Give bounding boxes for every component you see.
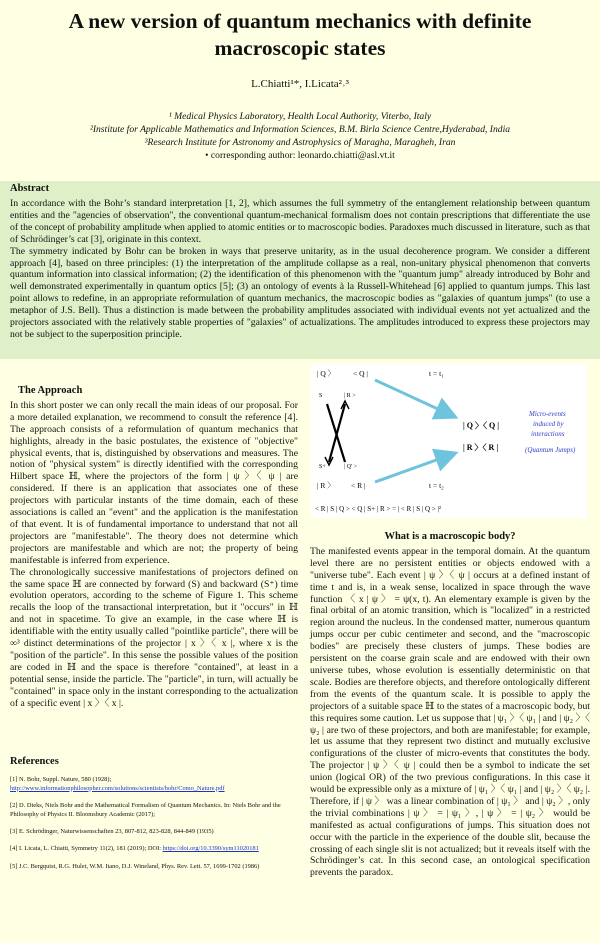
macroscopic-body-paragraph: The manifested events appear in the temporal domain. At the quantum level there are no persistent entities or objects endowed with a "universe tube". Each event | ψ 〉〈 ψ | occurs at a defined instant of time t and is, in a weak sense, localized in space through the wave function 〈 x | ψ 〉 = ψ(x, t). An elementary example is given by the final orbital of an atomic transition, which is "localized" in a restricted region around the nucleus. In the condensed matter, numerous quantum jumps occur per cubic centimeter and second, and the "macroscopic bodies" are precisely these clusters of jumps. These bodies are persistent on the coarse grain scale and are endowed with their own universe tubes, whose evolution is essentially deterministic on that scale. Bodies are therefore objects, and therefore ontologically different from the events of the quantum scale. It is possible to apply the projectors of a suitable space ℍ to the states of a macroscopic body, but this requires some caution. Let us suppose that | ψ₁ 〉〈 ψ₁ | and | ψ₂ 〉〈 ψ₂ | are two of these projectors, and both are manifestable; for example, let us assume that they represent two distinct and mutually exclusive configurations of the cluster of micro-events that constitutes the body. The projector | ψ 〉〈 ψ | could then be a symbol to indicate the set union (logical OR) of the two previous configurations. In this case it would be expressible only as a mixture of | ψ₁ 〉〈 ψ₁ | and | ψ₂ 〉〈 ψ₂ |. Therefore, if | ψ 〉 was a linear combination of | ψ₁ 〉 and | ψ₂ 〉, only the trivial combinations | ψ 〉 = | ψ₁ 〉, | ψ 〉 = | ψ₂ 〉 would be manifested as actual configurations of jumps. This situation does not occur with the particle in the experience of the double slit, because the crossing of each single slit is not actualized; but it reveals itself with the Schrödinger’s cat. In this second case, an ontological specification prevents the paradox.: [310, 545, 590, 879]
reference-1-link[interactable]: http://www.informationphilosopher.com/solutions/scientists/bohr/Como_Nature.pdf: [10, 784, 225, 792]
reference-2-text: [2] D. Dieks, Niels Bohr and the Mathematical Formalism of Quantum Mechanics. In: Niels Bohr and the Philosophy of Physics II. Bloomsbury Academic (2017);: [10, 802, 281, 818]
approach-paragraph-2: The chronologically successive manifestations of projectors defined on the same space ℍ are connected by forward (S) and backward (S⁺) time evolution operators, according to the scheme of Figure 1. This scheme recalls the loop of the transactional interpretation, but it "occurs" in ℍ and not in spacetime. To give an example, in the case where ℍ is identifiable with the entity usually called "pointlike particle", there will be ∞³ distinct determinations of the projector | x 〉〈 x |, where x is the "position of the particle". In this sense the possible values of the position are coded in ℍ and the space is therefore "contained", at least in a potential sense, inside the particle. The "particle", in turn, will actually be "contained" in space only in the instant corresponding to the actualization of a specific event | x 〉〈 x |.: [10, 566, 298, 709]
fig-note-line-3: interactions: [531, 430, 565, 438]
fig-ket-r-mid: | R >: [344, 393, 356, 399]
reference-2: [10, 802, 298, 819]
reference-1-text: [1] N. Bohr, Suppl. Nature, 580 (1928);: [10, 776, 112, 784]
reference-4-link[interactable]: https://doi.org/10.3390/sym11020181: [162, 845, 259, 853]
approach-paragraph-1: In this short poster we can only recall the main ideas of our proposal. For a more detailed explanation, we recommend to consult the reference [4]. The approach consists of a reformulation of quantum mechanics that highlights, already in the basic postulates, the existence of "objective" physical events, that is, distinguished by observations and measures. The notion of "physical system" is directly identified with the corresponding Hilbert space ℍ, where the projectors of the form | ψ 〉〈 ψ | are considered. If there is an application that associates one of these projectors with particular instants of the time domain, each of these associations is called an "event" and the application is the manifestation of that event. It is of fundamental importance to understand that not all projectors are "manifestable". The theory does not determine which projectors are manifestable and which are not; the property of being manifestable is inferred from experience.: [10, 399, 298, 566]
figure-1-diagram: [311, 364, 587, 518]
fig-ket-q-low: | Q' >: [344, 464, 357, 470]
fig-bra-r-bottom: < R |: [351, 481, 366, 490]
references-heading: References: [10, 756, 59, 767]
affiliations: [0, 110, 600, 162]
fig-formula: < R | S | Q > < Q | S+ | R > = | < R | S | Q > |²: [315, 505, 441, 513]
reference-3: [10, 828, 298, 836]
abstract-paragraph-1: In accordance with the Bohr’s standard interpretation [1, 2], which assumes the full symmetry of the entanglement relationship between quantum entities and the "agencies of observation", the conventional quantum-mechanical formalism does not contain prescriptions that differentiate the use of the concept of probability amplitude when applied to atomic entities or to macroscopic bodies. Paradoxes much discussed in literature, such as that of Schrödinger’s cat [3], originate in this context.: [10, 198, 591, 245]
approach-section: [10, 385, 298, 709]
affiliation-2: ²Institute for Applicable Mathematics and Information Sciences, B.M. Birla Science Centre,Hyderabad, India: [89, 124, 511, 135]
reference-5: [10, 863, 298, 871]
macroscopic-body-section: [310, 531, 590, 879]
macroscopic-body-heading: What is a macroscopic body?: [384, 531, 516, 542]
affiliation-1: ¹ Medical Physics Laboratory, Health Local Authority, Viterbo, Italy: [168, 111, 432, 122]
fig-bra-q-top: < Q |: [353, 369, 368, 378]
reference-5-text: [5] J.C. Bergquist, R.G. Hulet, W.M. Itano, D.J. Wineland, Phys. Rev. Lett. 57, 1699-1702 (1986): [10, 862, 260, 870]
fig-operator-s: S: [319, 393, 323, 399]
reference-4-text: [4] I. Licata, L. Chiatti, Symmetry 11(2), 181 (2019); DOI:: [10, 845, 161, 853]
fig-note-line-4: (Quantum Jumps): [525, 446, 576, 454]
fig-ket-q-top: | Q 〉: [317, 369, 336, 378]
abstract-heading: Abstract: [10, 183, 50, 194]
fig-ket-r-bottom: | R 〉: [317, 481, 335, 490]
fig-time-t2: t = t₂: [429, 481, 444, 490]
abstract-panel: [0, 181, 600, 359]
authors: L.Chiatti¹*, I.Licata²˒³: [251, 78, 349, 90]
abstract-paragraph-2: The symmetry indicated by Bohr can be broken in ways that preserve unitarity, as in the usual decoherence program. We consider a different approach [4], based on three principles: (1) the interpretation of the amplitude collapse as a real, non-unitary physical phenomenon that converts quantum information into classical information; (2) the identification of this phenomenon with the "quantum jump" already introduced by Bohr and well demonstrated experimentally in quantum optics [5]; (3) an ontology of events à la Russell-Whitehead [6] applied to quantum jumps. This last point allows to redefine, in an appropriate reformulation of quantum mechanics, the macroscopic bodies as "galaxies of quantum jumps" (to use a metaphor of J.S. Bell). Thus a distinction is made between the probability amplitudes associated with individual events not yet actualized and the projectors associated with the relatively stable properties of "galaxies" of actualizations. The amplitudes introduced to express these projectors may not be subject to the superposition principle.: [10, 245, 590, 340]
approach-heading: The Approach: [18, 385, 83, 396]
fig-arrow-upper: [375, 380, 453, 416]
poster-title: A new version of quantum mechanics with definite macroscopic states: [68, 9, 532, 60]
fig-projector-r: | R 〉〈 R |: [463, 443, 499, 452]
fig-time-t1: t = t₁: [429, 369, 444, 378]
reference-3-text: [3] E. Schrödinger, Naturwissenschaften 23, 807-812, 823-828, 844-849 (1935): [10, 828, 214, 836]
fig-note-line-1: Micro-events: [529, 410, 566, 418]
fig-projector-q: | Q 〉〈 Q |: [463, 421, 499, 430]
references-section: [10, 758, 298, 880]
fig-operator-splus: S+: [319, 464, 326, 470]
reference-1: [10, 776, 298, 793]
affiliation-3: ³Research Institute for Astronomy and Astrophysics of Maragha, Maragheh, Iran: [144, 137, 456, 148]
fig-note-line-2: induced by: [533, 420, 564, 428]
figure-svg: [311, 364, 587, 518]
corresponding-author: • corresponding author: leonardo.chiatti@asl.vt.it: [205, 150, 395, 161]
fig-arrow-lower: [375, 454, 453, 482]
reference-4: [10, 845, 298, 853]
